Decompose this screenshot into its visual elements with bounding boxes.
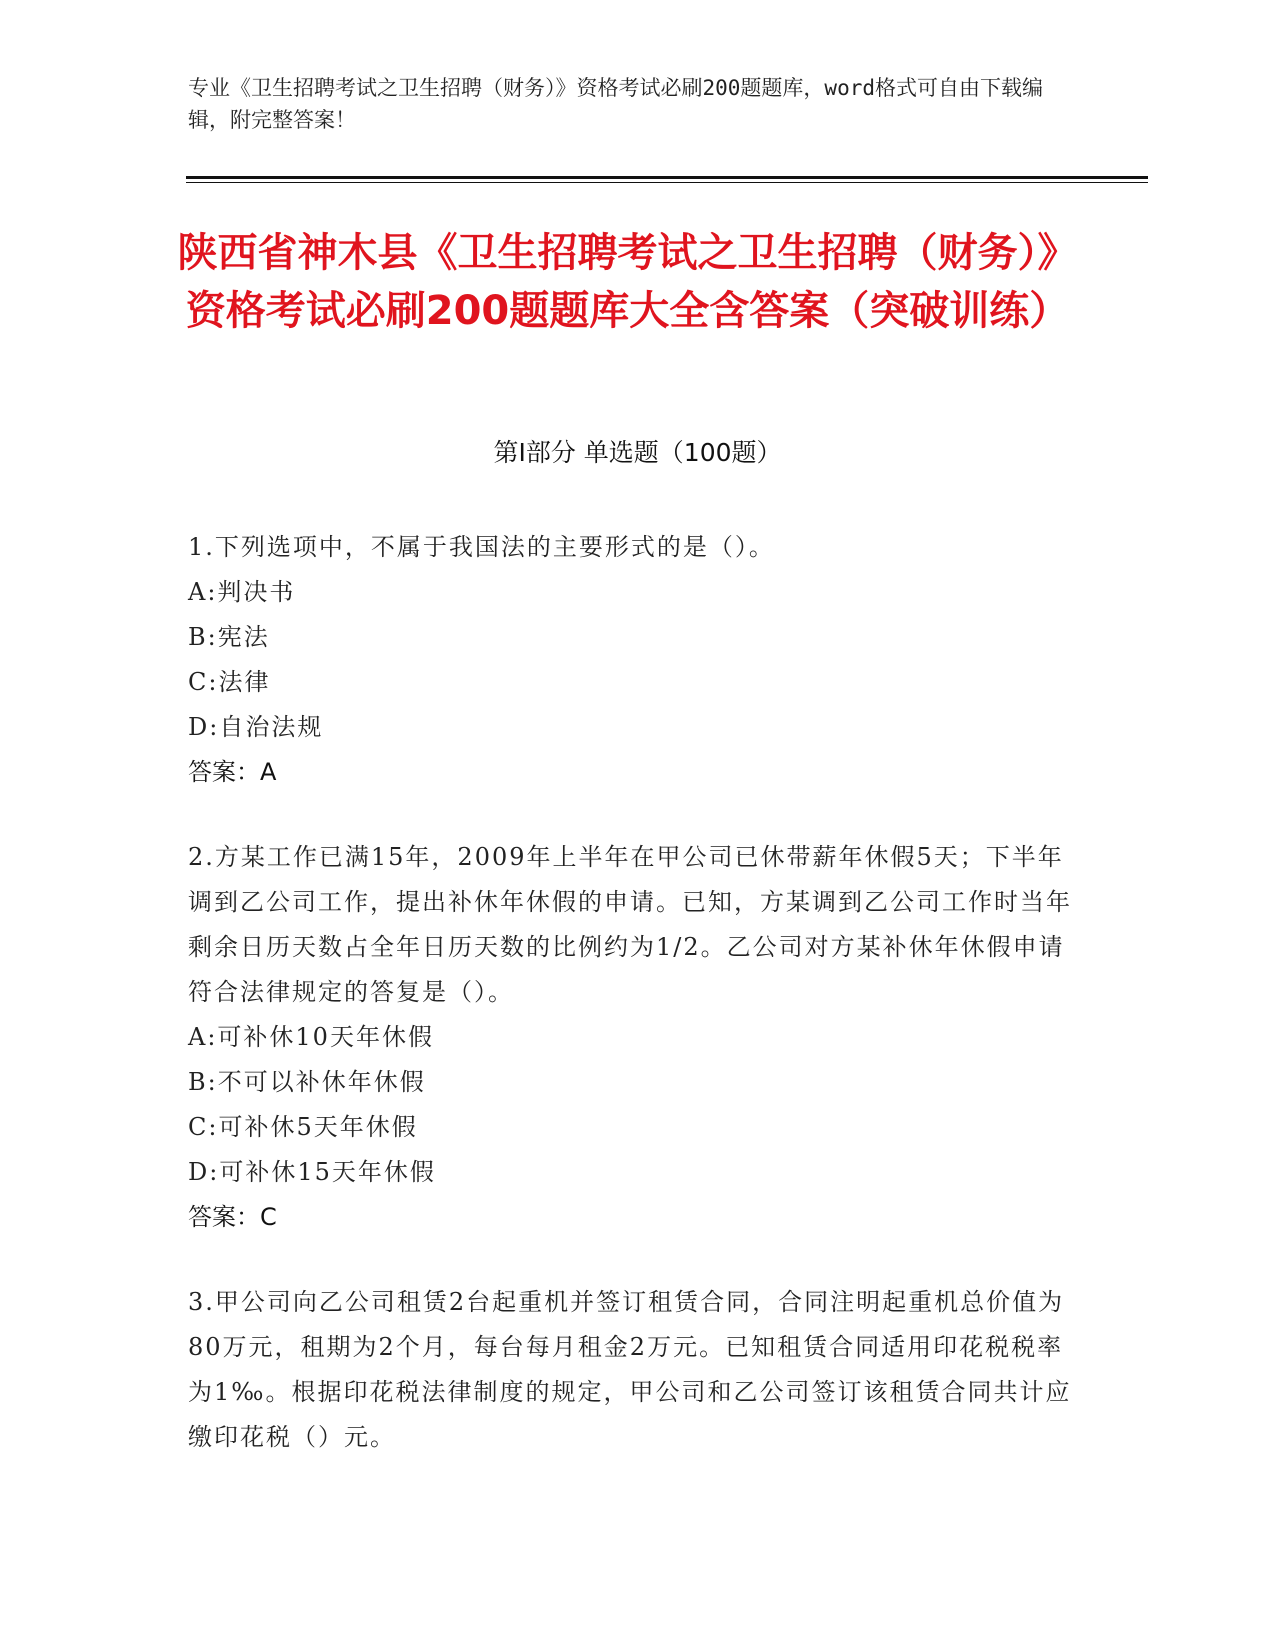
question-stem: 2.方某工作已满15年，2009年上半年在甲公司已休带薪年休假5天；下半年调到乙公司工作，提出补休年休假的申请。已知，方某调到乙公司工作时当年剩余日历天数占全年日历天数的比例约为1/2。乙公司对方某补休年休假申请符合法律规定的答复是（）。 [188,843,1072,1006]
section-title: 第I部分 单选题（100题） [493,438,782,467]
option-b: B:宪法 [188,623,270,651]
answer-line: 答案：C [188,1203,277,1231]
question-stem: 3.甲公司向乙公司租赁2台起重机并签订租赁合同，合同注明起重机总价值为80万元，租期为2个月，每台每月租金2万元。已知租赁合同适用印花税税率为1‰。根据印花税法律制度的规定，甲公司和乙公司签订该租赁合同共计应缴印花税（）元。 [188,1288,1072,1451]
answer-line: 答案：A [188,758,277,786]
option-d: D:可补休15天年休假 [188,1158,436,1186]
option-b: B:不可以补休年休假 [188,1068,426,1096]
option-a: A:可补休10天年休假 [188,1023,434,1051]
document-title: 陕西省神木县《卫生招聘考试之卫生招聘（财务）》资格考试必刷200题题库大全含答案（突破训练） [177,230,1078,334]
question-3 [188,1280,1078,1460]
question-1 [188,525,1078,795]
header-divider-thin [186,182,1148,183]
option-c: C:法律 [188,668,271,696]
option-c: C:可补休5天年休假 [188,1113,418,1141]
header-note: 专业《卫生招聘考试之卫生招聘（财务）》资格考试必刷200题题库，word格式可自由下载编辑，附完整答案！ [188,76,1043,132]
option-d: D:自治法规 [188,713,324,741]
option-a: A:判决书 [188,578,296,606]
question-list [188,525,1078,1500]
question-stem: 1.下列选项中，不属于我国法的主要形式的是（）。 [188,533,775,561]
header-divider-thick [186,176,1148,179]
question-2 [188,835,1078,1240]
